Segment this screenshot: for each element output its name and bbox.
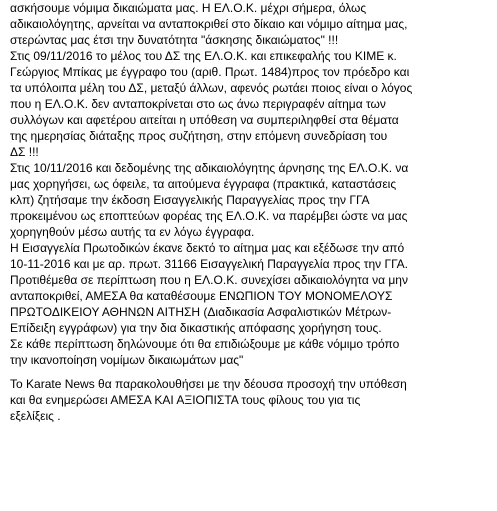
- text-line: στερώντας μας έτσι την δυνατότητα "άσκησης δικαιώματος" !!!: [10, 33, 339, 47]
- text-line: ασκήσουμε νόμιμα δικαιώματα μας. Η ΕΛ.Ο.Κ. μέχρι σήμερα, όλως: [10, 1, 367, 15]
- text-line: την ικανοποίηση νομίμων δικαιωμάτων μας": [10, 353, 244, 367]
- text-line: προκειμένου ως εποπτεύων φορέας της ΕΛ.Ο.Κ. να παρέμβει ώστε να μας: [10, 209, 408, 223]
- text-line: της ημερησίας διάταξης προς συζήτηση, στην επόμενη συνεδρίαση του: [10, 129, 388, 143]
- text-line: Γεώργιος Μπίκας με έγγραφο του (αριθ. Πρωτ. 1484)προς τον πρόεδρο και: [10, 65, 410, 79]
- text-line: αδικαιολόγητης, αρνείται να ανταποκριθεί στο δίκαιο και νόμιμο αίτημα μας,: [10, 17, 408, 31]
- paragraph-spacer: [10, 368, 493, 376]
- text-line: Σε κάθε περίπτωση δηλώνουμε ότι θα επιδιώξουμε με κάθε νόμιμο τρόπο: [10, 337, 400, 351]
- article-paragraph-1: [10, 0, 493, 368]
- text-line: Προτιθέμεθα σε περίπτωση που η ΕΛ.Ο.Κ. συνεχίσει αδικαιολόγητα να μην: [10, 273, 408, 287]
- text-line: ΠΡΩΤΟΔΙΚΕΙΟΥ ΑΘΗΝΩΝ ΑΙΤΗΣΗ (Διαδικασία Ασφαλιστικών Μέτρων-: [10, 305, 392, 319]
- text-line: συλλόγων και αφετέρου αιτείται η υπόθεση να συμπεριληφθεί στα θέματα: [10, 113, 399, 127]
- text-line: και θα ενημερώσει ΑΜΕΣΑ ΚΑΙ ΑΞΙΟΠΙΣΤΑ τους φίλους του για τις: [10, 393, 361, 407]
- text-line: Επίδειξη εγγράφων) για την δια δικαστικής απόφασης χορήγηση τους.: [10, 321, 382, 335]
- text-line: τα υπόλοιπα μέλη του ΔΣ, μεταξύ άλλων, αφενός ρωτάει ποιος είναι ο λόγος: [10, 81, 413, 95]
- text-line: 10-11-2016 και με αρ. πρωτ. 31166 Εισαγγελική Παραγγελία προς την ΓΓΑ.: [10, 257, 408, 271]
- text-line: χορηγηθούν μέσω αυτής τα εν λόγω έγγραφα.: [10, 225, 255, 239]
- article-paragraph-2: [10, 376, 493, 424]
- text-line: Το Karate News θα παρακολουθήσει με την δέουσα προσοχή την υπόθεση: [10, 377, 407, 391]
- text-line: ΔΣ !!!: [10, 145, 39, 159]
- text-line: που η ΕΛ.Ο.Κ. δεν ανταποκρίνεται στο ως άνω περιγραφέν αίτημα των: [10, 97, 386, 111]
- text-line: ανταποκριθεί, ΑΜΕΣΑ θα καταθέσουμε ΕΝΩΠΙΟΝ ΤΟΥ ΜΟΝΟΜΕΛΟΥΣ: [10, 289, 393, 303]
- text-line: μας χορηγήσει, ως όφειλε, τα αιτούμενα έγγραφα (πρακτικά, καταστάσεις: [10, 177, 397, 191]
- text-line: εξελίξεις .: [10, 409, 61, 423]
- text-line: Στις 09/11/2016 το μέλος του ΔΣ της ΕΛ.Ο.Κ. και επικεφαλής του ΚΙΜΕ κ.: [10, 49, 397, 63]
- text-line: Η Εισαγγελία Πρωτοδικών έκανε δεκτό το αίτημα μας και εξέδωσε την από: [10, 241, 405, 255]
- text-line: κλπ) ζητήσαμε την έκδοση Εισαγγελικής Παραγγελίας προς την ΓΓΑ: [10, 193, 370, 207]
- text-line: Στις 10/11/2016 και δεδομένης της αδικαιολόγητης άρνησης της ΕΛ.Ο.Κ. να: [10, 161, 409, 175]
